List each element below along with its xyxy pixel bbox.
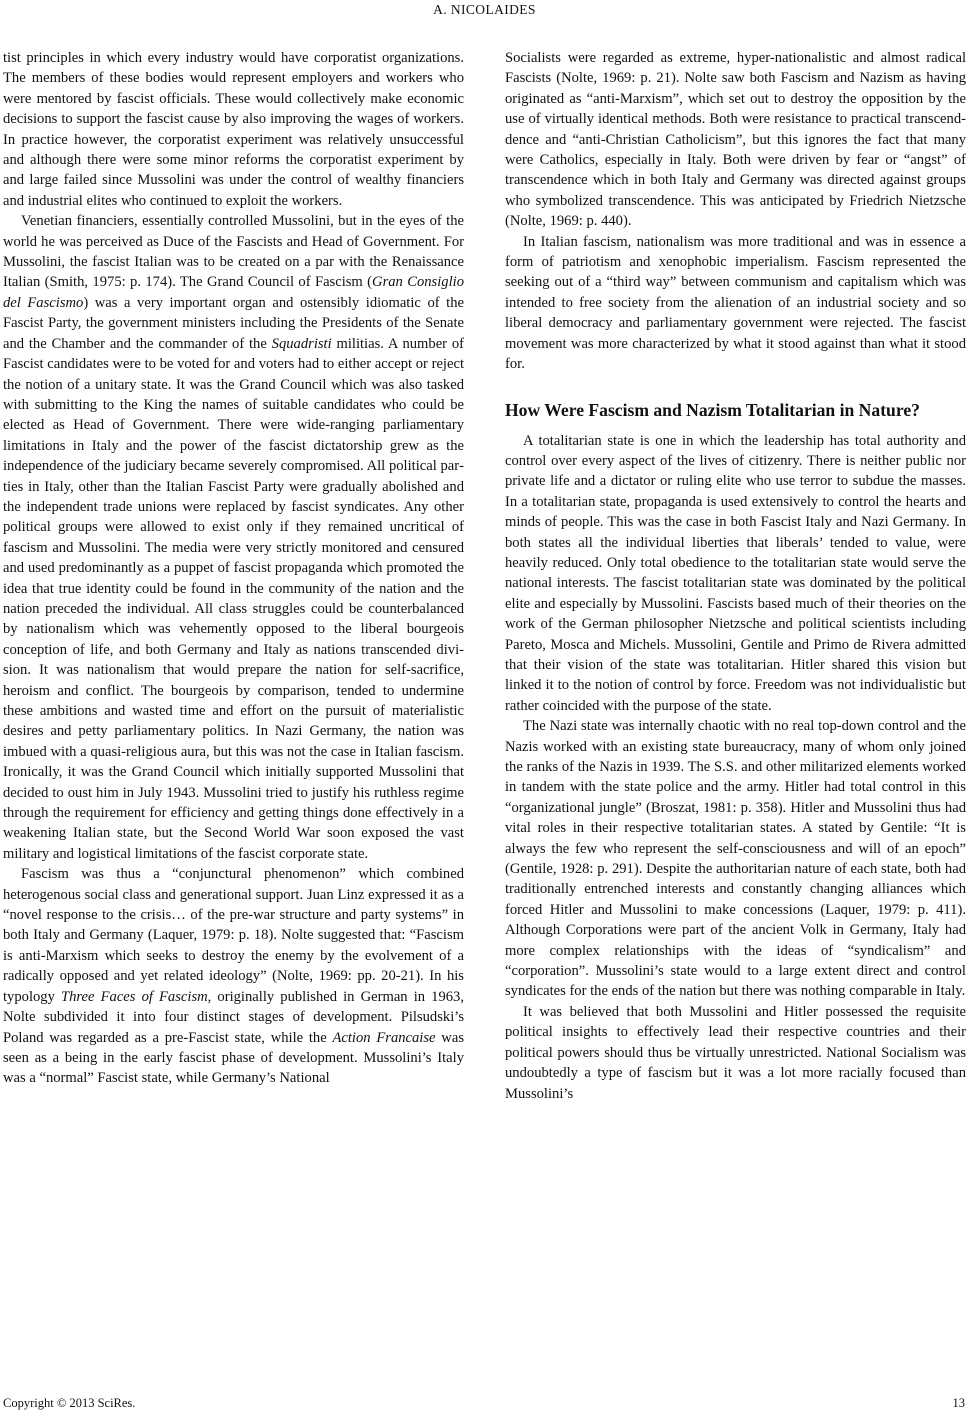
section-heading: How Were Fascism and Nazism Totalitarian in Nature? (505, 399, 920, 420)
article-body (0, 48, 969, 1378)
left-column (3, 48, 464, 1378)
right-column (505, 48, 966, 1378)
paragraph: Socialists were regarded as extreme, hyper-nationalistic and almost radical Fascists (Nolte, 1969: p. 21). Nolte saw both Fascism and Nazism as having originated as “anti-Marxism”, which set out to destroy the opposition by the use of virtually identical methods. Both were resistance to practical transcenddence and “anti-Christian Catholicism”, but this ignores the fact that many were Catholics, especially in Italy. Both were driven by fear or “angst” of transcendence which in both Italy and Germany was directed against groups who symbolized transcendence. This was anticipated by Friedrich Nietzsche (Nolte, 1969: p. 440). (505, 50, 966, 230)
italic-term: Squadristi (271, 335, 332, 352)
paragraph: A totalitarian state is one in which the leadership has total authority and control over every aspect of the lives of citizenry. There is neither public nor private life and a dictator or ruling elite who use terror to subdue the masses. In a totalitarian state, propaganda is used extensively to control the hearts and minds of people. This was the case in both Fascist Italy and Nazi Germany. In both states all the individual liberties that liberals’ tended to value, were heavily reduced. Only total obedience to the totalitarian state would serve the national interests. The fascist totalitarian state was dominated by the political elite and especially by Mussolini. Fascists based much of their theories on the work of the German philosopher Nietzsche and political scientists including Pareto, Mosca and Michels. Mussolini, Gentile and Primo de Rivera admitted that their vision of the state was totalitarian. Hitler shared this vision but linked it to the notion of control by force. Freedom was not individualistic but rather coincided with the purpose of the state. (505, 432, 966, 714)
paragraph: In Italian fascism, nationalism was more traditional and was in essence a form of patriotism and xenophobic imperialism. Fascism represented the seeking out of a “third way” between communism and capitalism which was intended to free society from the alienation of an industrial society and so liberal democracy and parliamentary government were rejected. The fascist movement was more characterized by what it stood against than what it stood for. (505, 233, 966, 373)
italic-term: Action Francaise (332, 1029, 436, 1046)
paragraph: The Nazi state was internally chaotic with no real top-down control and the Nazis worked with an existing state bureaucracy, many of whom only joined the ranks of the Nazis in 1939. The S.S. and other militarized elements worked in tandem with the state police and the army. Hitler had total control in this “organizational jungle” (Broszat, 1981: p. 358). Hitler and Mussolini thus had vital roles in their respective totalitarian states. A stated by Gentile: “It is always the few who represent the self-consciousness and will of an epoch” (Gentile, 1928: p. 291). Despite the authoritarian nature of each state, both had traditionally entrenched interests and constantly changing alliances which forced Hitler and Mussolini to make concessions (Laquer, 1979: p. 411). Although Corporations were part of the ancient Volk in Germany, Italy had more complex relationships with the ideas of “syndicalism” and “corporation”. Mussolini’s state would to a large extent direct and control syndicates for the ends of the nation but there was nothing comparable in Italy. (505, 718, 966, 1000)
page-number: 13 (952, 1396, 965, 1410)
running-head: A. NICOLAIDES (433, 2, 536, 17)
italic-title: Three Faces of Fascism (61, 988, 208, 1005)
paragraph: tist principles in which every industry would have corporatist organizations. The members of these bodies would represent employers and workers who were mentored by fascist officials. These would collectively make economic decisions to support the fascist cause by also improving the wages of workers. In practice however, the corporatist experiment was relatively unsuccessful and although there were some minor reforms the corporatist experiment by and large failed since Mussolini was under the control of wealthy financiers and industrial elites who continued to exploit the workers. (3, 50, 464, 209)
paragraph: It was believed that both Mussolini and Hitler possessed the requisite political insights to effectively lead their respective countries and their political powers should thus be virtually unrestricted. National Socialism was undoubtedly a type of fascism but it was a lot more racially focused than Mussolini’s (505, 1003, 966, 1102)
paragraph: Venetian financiers, essentially controlled Mussolini, but in the eyes of the world he was perceived as Duce of the Fascists and Head of Government. For Mussolini, the fascist Italian was to be created on a par with the Renaissance Italian (Smith, 1975: p. 174). The Grand Council of Fascism (Gran Consiglio del Fascismo) was a very important organ and ostensibly idiomatic of the Fascist Party, the government ministers including the Presidents of the Senate and the Chamber and the commander of the Squadristi militias. A number of Fascist candidates were to be voted for and voters had to either accept or reject the notion of a unitary state. It was the Grand Council which was also tasked with submitting to the King the names of suitable candidates who could be elected as Head of Government. There were wide-ranging parliamentary limitations in Italy and the power of the fascist dictatorship grew as the independence of the judiciary became severely compromised. All political parties in Italy, other than the Italian Fascist Party were gradually abolished and the independent trade unions were replaced by fascist syndicates. Any other political groups were allowed to exist only if they remained uncritical of fascism and Mussolini. The media were very strictly monitored and censured and used predominantly as a puppet of fascist propaganda which promoted the idea that true identity could be found in the community of the nation and the nation preceded the individual. All class struggles could be counterbalanced by nationalism which was vehemently opposed to the liberal bourgeois conception of life, and both Germany and Italy as nations transcended division. It was nationalism that would prepare the nation for self-sacrifice, heroism and conflict. The bourgeois by comparison, tended to undermine these ambitions and wasted time and effort on the pursuit of materialistic desires and petty parliamentary politics. In Nazi Germany, the nation was imbued with a quasi-religious aura, but this was not the case in Italian fascism. Ironically, it was the Grand Council which initially supported Mussolini that decided to oust him in July 1943. Mussolini tried to justify his ruthless regime through the requirement for efficiency and getting things done effectively in a weakening Italian state, but the Second World War soon exposed the vast military and logistical limitations of the fascist corporate state. (3, 213, 464, 862)
page-footer (0, 1393, 969, 1413)
copyright-notice: Copyright © 2013 SciRes. (3, 1396, 136, 1410)
italic-term: Gran Consiglio del Fascismo (3, 274, 464, 311)
paragraph: Fascism was thus a “conjunctural phenomenon” which combined heterogenous social class and generational support. Juan Linz expressed it as a “novel response to the crisis… of the pre-war structure and party systems” in both Italy and Germany (Laquer, 1979: p. 18). Nolte suggested that: “Fascism is anti-Marxism which seeks to destroy the enemy by the evolvement of a radically opposed and yet related ideology” (Nolte, 1969: pp. 20-21). In his typology Three Faces of Fascism, originally published in German in 1963, Nolte subdivided it into four distinct stages of development. Pilsudski’s Poland was regarded as a pre-Fascist state, while the Action Francaise was seen as a being in the early fascist phase of development. Mussolini’s Italy was a “normal” Fascist state, while Germany’s National (3, 866, 464, 1087)
